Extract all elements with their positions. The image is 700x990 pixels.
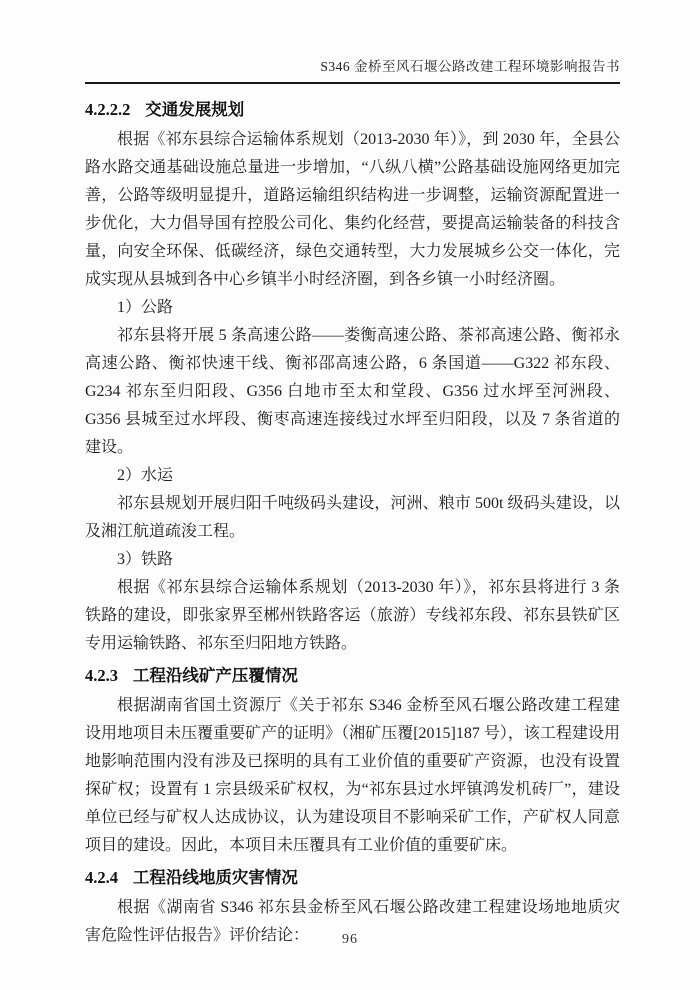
list-label-waterway: 2）水运 bbox=[117, 467, 174, 484]
paragraph-traffic-plan-intro: 根据《祁东县综合运输体系规划（2013-2030 年）》，到 2030 年，全县公路水路交通基础设施总量进一步增加，“八纵八横”公路基础设施网络更加完善，公路等级明显提升，道路运输组织结构进一步调整，运输资源配置进一步优化，大力倡导国有控股公司化、集约化经营，要提高运输装备的科技含量，向安全环保、低碳经济，绿色交通转型，大力发展城乡公交一体化，完成实现从县城到各中心乡镇半小时经济圈，到各乡镇一小时经济圈。 bbox=[85, 131, 620, 288]
section-heading-423 bbox=[85, 662, 620, 690]
document-content bbox=[85, 92, 620, 950]
list-label-railway: 3）铁路 bbox=[117, 551, 174, 568]
running-header-title: S346 金桥至风石堰公路改建工程环境影响报告书 bbox=[320, 59, 620, 74]
section-number: 4.2.4 bbox=[85, 868, 118, 887]
paragraph-waterway: 祁东县规划开展归阳千吨级码头建设，河洲、粮市 500t 级码头建设，以及湘江航道疏浚工程。 bbox=[85, 495, 620, 540]
section-title: 交通发展规划 bbox=[145, 100, 245, 119]
page-number: 96 bbox=[342, 932, 358, 947]
list-label-highway: 1）公路 bbox=[117, 299, 174, 316]
section-number: 4.2.3 bbox=[85, 666, 118, 685]
section-number: 4.2.2.2 bbox=[85, 100, 131, 119]
section-heading-4222 bbox=[85, 96, 620, 124]
paragraph-mineral-coverage: 根据湖南省国土资源厅《关于祁东 S346 金桥至风石堰公路改建工程建设用地项目未压覆重要矿产的证明》（湘矿压覆[2015]187 号），该工程建设用地影响范围内没有涉及已探明的具有工业价值的重要矿产资源，也没有设置探矿权；设置有 1 宗县级采矿权权，为“祁东县过水坪镇鸿发机砖厂”，建设单位已经与矿权人达成协议，认为建设项目不影响采矿工作，产矿权人同意项目的建设。因此，本项目未压覆具有工业价值的重要矿床。 bbox=[85, 697, 620, 854]
section-heading-424 bbox=[85, 864, 620, 892]
paragraph-geological-hazard: 根据《湖南省 S346 祁东县金桥至风石堰公路改建工程建设场地地质灾害危险性评估报告》评价结论： bbox=[85, 899, 620, 944]
paragraph-highway: 祁东县将开展 5 条高速公路——娄衡高速公路、茶祁高速公路、衡祁永高速公路、衡祁快速干线、衡祁邵高速公路，6 条国道——G322 祁东段、G234 祁东至归阳段、G356 白地市至太和堂段、G356 过水坪至河洲段、G356 县城至过水坪段、衡枣高速连接线过水坪至归阳段，以及 7 条省道的建设。 bbox=[85, 327, 620, 456]
page-header bbox=[85, 0, 620, 84]
page-footer bbox=[0, 930, 700, 948]
section-title: 工程沿线矿产压覆情况 bbox=[132, 666, 298, 685]
section-title: 工程沿线地质灾害情况 bbox=[132, 868, 298, 887]
paragraph-railway: 根据《祁东县综合运输体系规划（2013-2030 年）》，祁东县将进行 3 条铁路的建设，即张家界至郴州铁路客运（旅游）专线祁东段、祁东县铁矿区专用运输铁路、祁东至归阳地方铁路。 bbox=[85, 579, 620, 652]
